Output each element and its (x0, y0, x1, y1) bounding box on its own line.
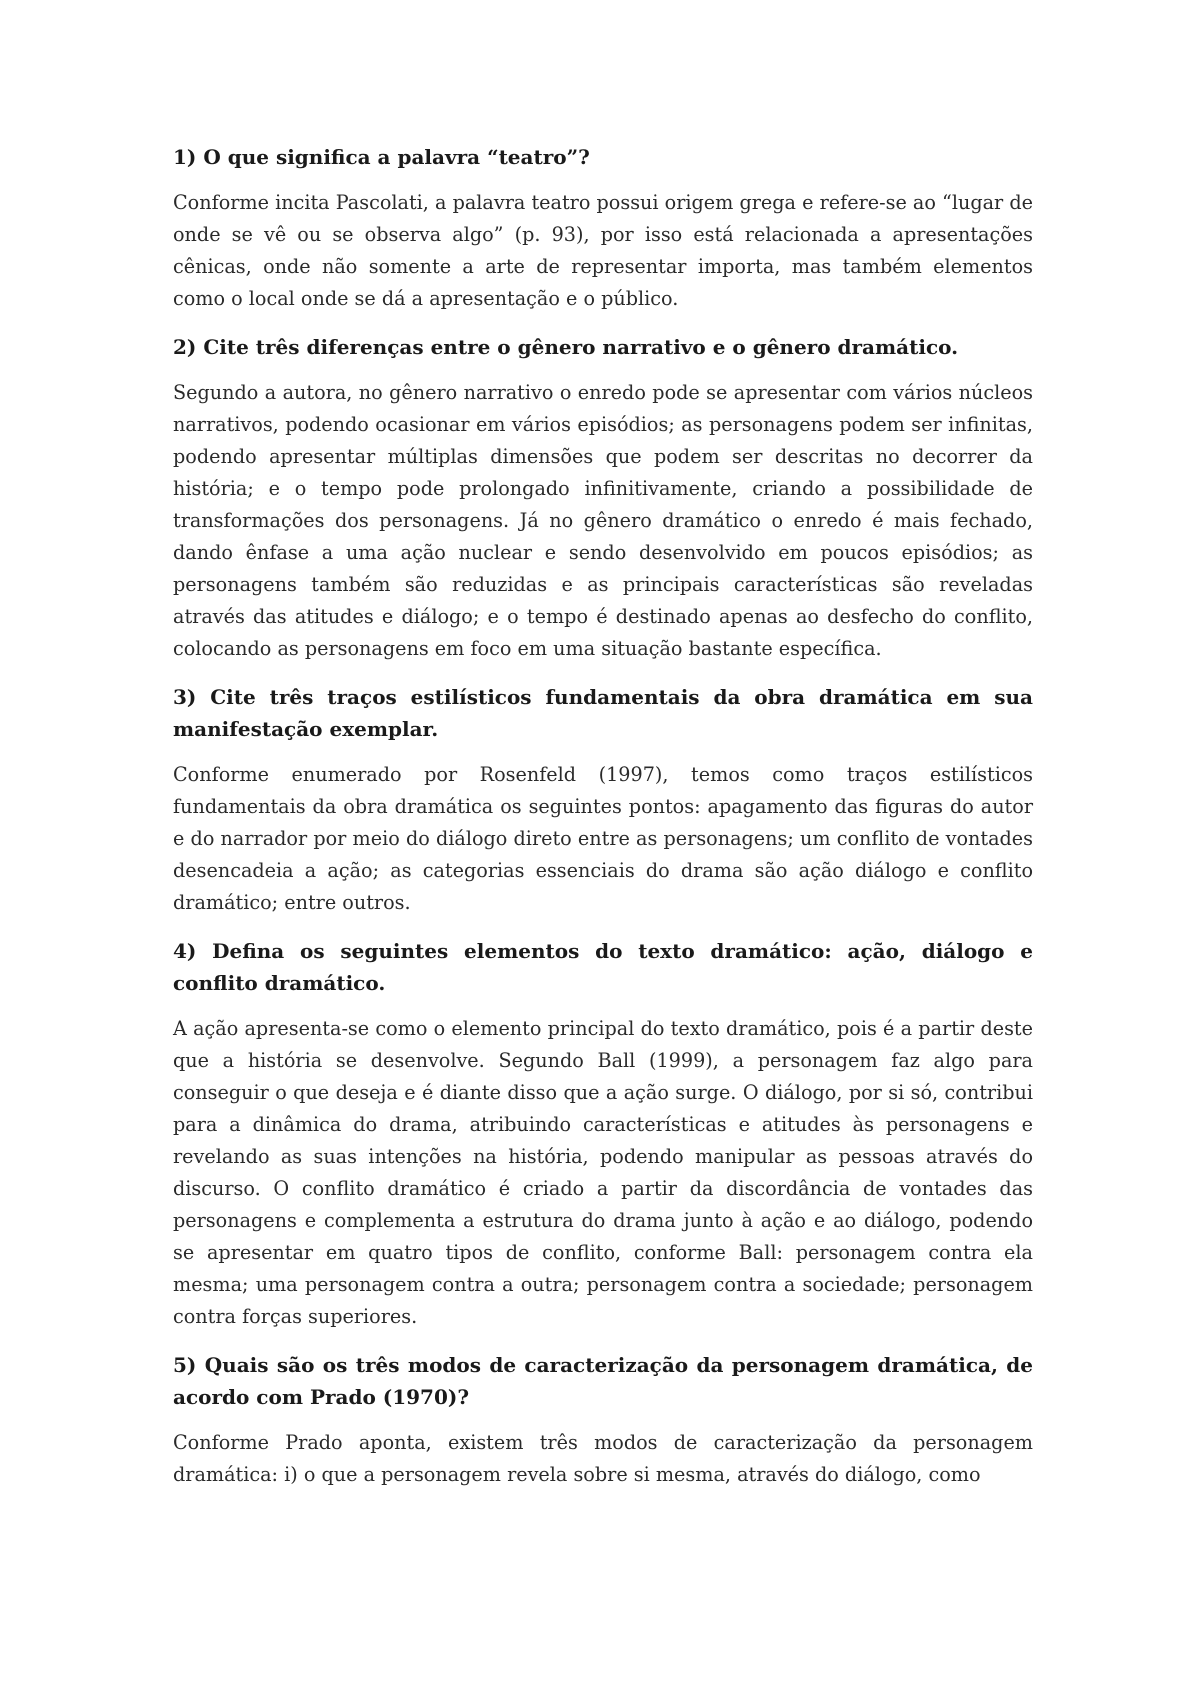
qa-section-1 (173, 141, 1033, 315)
document-page (173, 141, 1033, 1507)
answer-3-paragraph: Conforme enumerado por Rosenfeld (1997), temos como traços estilísticos fundamentais da obra dramática os seguintes pontos: apagamento das figuras do autor e do narrador por meio do diálogo direto entre as personagens; um conflito de vontades desencadeia a ação; as categorias essenciais do drama são ação diálogo e conflito dramático; entre outros. (173, 763, 1033, 914)
qa-section-2 (173, 331, 1033, 665)
answer-4-paragraph: A ação apresenta-se como o elemento principal do texto dramático, pois é a partir deste que a história se desenvolve. Segundo Ball (1999), a personagem faz algo para conseguir o que deseja e é diante disso que a ação surge. O diálogo, por si só, contribui para a dinâmica do drama, atribuindo características e atitudes às personagens e revelando as suas intenções na história, podendo manipular as pessoas através do discurso. O conflito dramático é criado a partir da discordância de vontades das personagens e complementa a estrutura do drama junto à ação e ao diálogo, podendo se apresentar em quatro tipos de conflito, conforme Ball: personagem contra ela mesma; uma personagem contra a outra; personagem contra a sociedade; personagem contra forças superiores. (173, 1017, 1033, 1328)
question-1-heading: 1) O que significa a palavra “teatro”? (173, 145, 590, 169)
qa-section-4 (173, 935, 1033, 1333)
answer-1-paragraph: Conforme incita Pascolati, a palavra teatro possui origem grega e refere-se ao “lugar de onde se vê ou se observa algo” (p. 93), por isso está relacionada a apresentações cênicas, onde não somente a arte de representar importa, mas também elementos como o local onde se dá a apresentação e o público. (173, 191, 1033, 310)
qa-section-3 (173, 681, 1033, 919)
qa-section-5 (173, 1349, 1033, 1491)
question-5-heading: 5) Quais são os três modos de caracterização da personagem dramática, de acordo com Prado (1970)? (173, 1353, 1033, 1409)
answer-2-paragraph: Segundo a autora, no gênero narrativo o enredo pode se apresentar com vários núcleos narrativos, podendo ocasionar em vários episódios; as personagens podem ser infinitas, podendo apresentar múltiplas dimensões que podem ser descritas no decorrer da história; e o tempo pode prolongado infinitivamente, criando a possibilidade de transformações dos personagens. Já no gênero dramático o enredo é mais fechado, dando ênfase a uma ação nuclear e sendo desenvolvido em poucos episódios; as personagens também são reduzidas e as principais características são reveladas através das atitudes e diálogo; e o tempo é destinado apenas ao desfecho do conflito, colocando as personagens em foco em uma situação bastante específica. (173, 381, 1033, 660)
answer-5-paragraph: Conforme Prado aponta, existem três modos de caracterização da personagem dramática: i) o que a personagem revela sobre si mesma, através do diálogo, como (173, 1431, 1033, 1486)
question-2-heading: 2) Cite três diferenças entre o gênero narrativo e o gênero dramático. (173, 335, 959, 359)
question-4-heading: 4) Defina os seguintes elementos do texto dramático: ação, diálogo e conflito dramático. (173, 939, 1033, 995)
question-3-heading: 3) Cite três traços estilísticos fundamentais da obra dramática em sua manifestação exemplar. (173, 685, 1033, 741)
